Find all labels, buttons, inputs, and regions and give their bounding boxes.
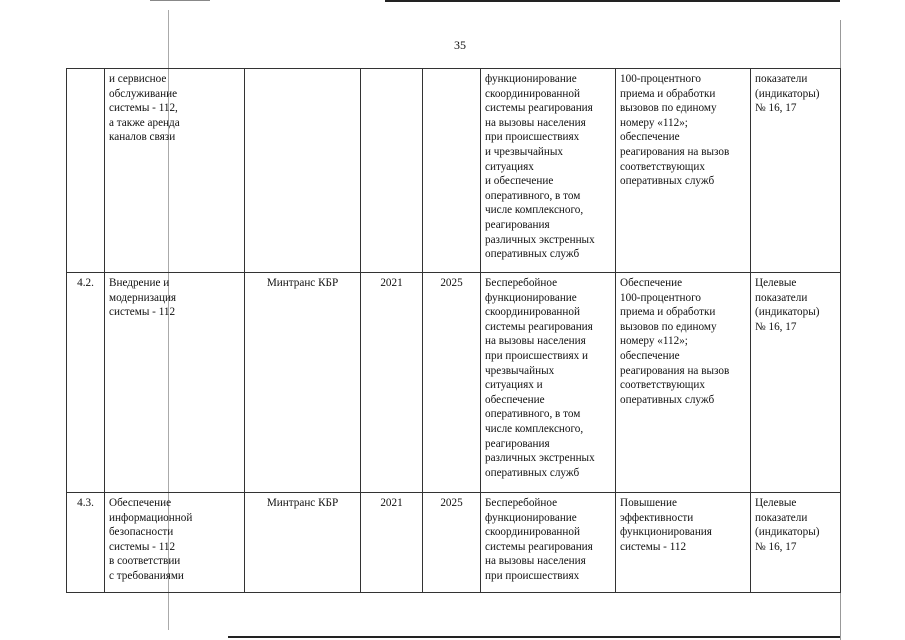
activity-name: и сервисное обслуживание системы - 112, а также аренда каналов связи	[105, 69, 245, 273]
executor: Минтранс КБР	[245, 493, 361, 593]
activity-name: Внедрение и модернизация системы - 112	[105, 273, 245, 493]
start-year: 2021	[361, 493, 423, 593]
expected-result: 100-процентного приема и обработки вызовов по единому номеру «112»; обеспечение реагирования на вызов соответствующих оперативных служб	[616, 69, 751, 273]
task-description: функционирование скоординированной системы реагирования на вызовы населения при происшествиях и чрезвычайных ситуациях и обеспечение оперативного, в том числе комплексного, реагирования различных экстренных оперативных служб	[481, 69, 616, 273]
task-description: Бесперебойное функционирование скоординированной системы реагирования на вызовы населения при происшествиях	[481, 493, 616, 593]
executor	[245, 69, 361, 273]
table-row	[67, 69, 841, 273]
indicators: показатели (индикаторы) № 16, 17	[751, 69, 841, 273]
page-number: 35	[454, 38, 466, 52]
table-row	[67, 493, 841, 593]
program-table	[66, 68, 841, 593]
table-row	[67, 273, 841, 493]
end-year: 2025	[423, 493, 481, 593]
indicators: Целевые показатели (индикаторы) № 16, 17	[751, 493, 841, 593]
activity-name: Обеспечение информационной безопасности системы - 112 в соответствии с требованиями	[105, 493, 245, 593]
row-number: 4.2.	[67, 273, 105, 493]
task-description: Бесперебойное функционирование скоординированной системы реагирования на вызовы населения при происшествиях и чрезвычайных ситуациях и обеспечение оперативного, в том числе комплексного, реагирования различных экстренных оперативных служб	[481, 273, 616, 493]
expected-result: Обеспечение 100-процентного приема и обработки вызовов по единому номеру «112»; обеспечение реагирования на вызов соответствующих оперативных служб	[616, 273, 751, 493]
scan-line-top-left	[150, 0, 210, 1]
scan-line-top	[385, 0, 840, 2]
executor: Минтранс КБР	[245, 273, 361, 493]
indicators: Целевые показатели (индикаторы) № 16, 17	[751, 273, 841, 493]
row-number: 4.3.	[67, 493, 105, 593]
start-year: 2021	[361, 273, 423, 493]
end-year	[423, 69, 481, 273]
start-year	[361, 69, 423, 273]
expected-result: Повышение эффективности функционирования системы - 112	[616, 493, 751, 593]
row-number	[67, 69, 105, 273]
end-year: 2025	[423, 273, 481, 493]
scan-line-bottom	[228, 636, 840, 638]
